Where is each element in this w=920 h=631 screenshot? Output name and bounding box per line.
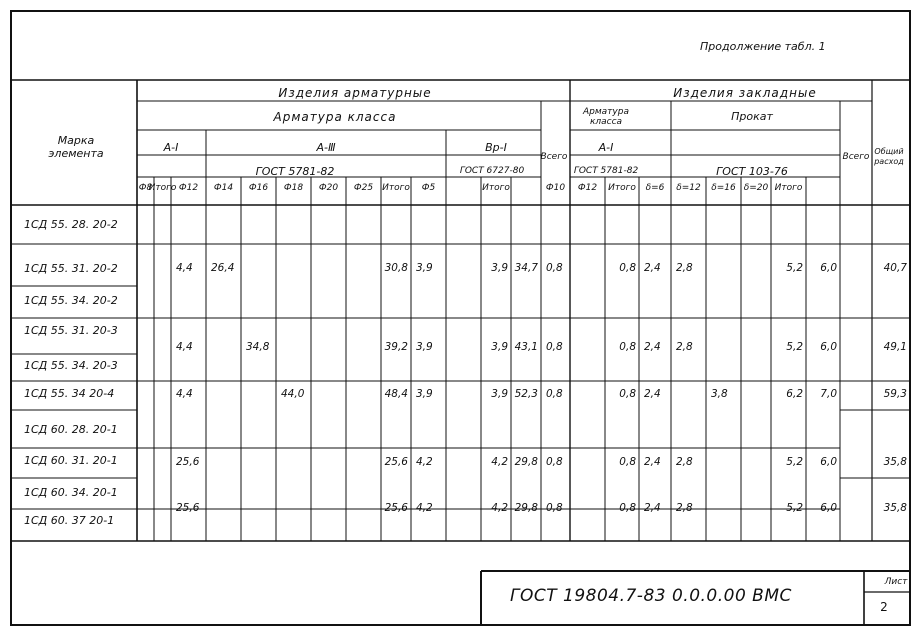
value-cell: 4,2 — [416, 456, 433, 468]
column-label: Итого — [482, 183, 510, 193]
value-cell: 6,0 — [820, 502, 837, 514]
value-cell: 34,8 — [246, 341, 270, 353]
header-reinforcement-left: Арматура класса — [273, 110, 397, 124]
value-cell: 4,2 — [416, 502, 433, 514]
value-cell: 0,8 — [619, 262, 636, 274]
value-cell: 44,0 — [281, 388, 305, 400]
header-class-bp1: Вр-I — [485, 141, 507, 154]
header-class-a3: А-Ⅲ — [316, 141, 336, 154]
value-cell: 0,8 — [619, 341, 636, 353]
header-total-left: Всего — [540, 152, 568, 162]
column-label: Ф8 — [138, 183, 153, 193]
column-label: Ф25 — [353, 183, 374, 193]
value-cell: 2,8 — [676, 456, 693, 468]
element-mark: 1СД 55. 31. 20-3 — [24, 324, 118, 337]
value-cell: 3,9 — [416, 388, 433, 400]
value-cell: 52,3 — [514, 388, 538, 400]
column-label: Ф10 — [545, 183, 566, 193]
value-cell: 5,2 — [786, 502, 803, 514]
value-cell: 25,6 — [384, 456, 408, 468]
value-cell: 3,9 — [416, 341, 433, 353]
element-mark: 1СД 60. 31. 20-1 — [24, 454, 118, 467]
value-cell: 2,4 — [644, 388, 661, 400]
value-cell: 0,8 — [546, 456, 563, 468]
column-label: Итого — [774, 183, 803, 193]
value-cell: 2,4 — [644, 502, 661, 514]
column-label: δ=16 — [711, 183, 736, 193]
value-cell: 39,2 — [384, 341, 408, 353]
header-rolled: Прокат — [731, 110, 773, 123]
column-label: Ф20 — [318, 183, 339, 193]
value-cell: 3,9 — [491, 388, 508, 400]
value-cell: 3,9 — [416, 262, 433, 274]
element-mark: 1СД 55. 28. 20-2 — [24, 218, 118, 231]
value-cell: 6,0 — [820, 341, 837, 353]
designation: ГОСТ 19804.7-83 0.0.0.00 ВМС — [510, 586, 792, 606]
value-cell: 30,8 — [384, 262, 408, 274]
group-header-embedded: Изделия закладные — [673, 86, 817, 100]
value-cell: 7,0 — [820, 388, 837, 400]
column-label: δ=20 — [743, 183, 769, 193]
sheet-number: 2 — [880, 600, 888, 614]
value-cell: 48,4 — [384, 388, 408, 400]
value-cell: 0,8 — [546, 262, 563, 274]
column-label: Ф18 — [283, 183, 304, 193]
element-mark: 1СД 60. 37 20-1 — [24, 514, 115, 527]
sheet-label: Лист — [884, 577, 908, 587]
header-class-a1: А-I — [163, 141, 179, 154]
value-cell: 0,8 — [619, 456, 636, 468]
value-cell: 5,2 — [786, 341, 803, 353]
value-cell: 26,4 — [211, 262, 235, 274]
element-mark: 1СД 55. 34 20-4 — [24, 387, 115, 400]
element-mark: 1СД 55. 34. 20-2 — [24, 294, 118, 307]
value-cell: 35,8 — [883, 502, 907, 514]
header-gost-6727: ГОСТ 6727-80 — [459, 166, 525, 176]
value-cell: 2,4 — [644, 456, 661, 468]
element-mark: 1СД 55. 34. 20-3 — [24, 359, 118, 372]
value-cell: 59,3 — [883, 388, 907, 400]
header-total-right: Всего — [842, 152, 870, 162]
value-cell: 4,4 — [176, 262, 193, 274]
value-cell: 4,2 — [491, 502, 508, 514]
column-label: Ф12 — [178, 183, 199, 193]
value-cell: 35,8 — [883, 456, 907, 468]
column-label: Ф12 — [577, 183, 598, 193]
value-cell: 0,8 — [619, 502, 636, 514]
value-cell: 0,8 — [619, 388, 636, 400]
value-cell: 4,4 — [176, 341, 193, 353]
value-cell: 5,2 — [786, 262, 803, 274]
column-label: Итого — [382, 183, 410, 193]
column-label: δ=6 — [645, 183, 665, 193]
column-label: Ф14 — [213, 183, 234, 193]
value-cell: 3,9 — [491, 341, 508, 353]
column-label: Итого — [148, 183, 177, 193]
value-cell: 4,2 — [491, 456, 508, 468]
value-cell: 6,2 — [786, 388, 803, 400]
value-cell: 5,2 — [786, 456, 803, 468]
column-label: δ=12 — [676, 183, 701, 193]
value-cell: 6,0 — [820, 262, 837, 274]
element-mark: 1СД 55. 31. 20-2 — [24, 262, 118, 275]
continuation-label: Продолжение табл. 1 — [700, 40, 826, 53]
value-cell: 3,8 — [711, 388, 728, 400]
value-cell: 29,8 — [514, 502, 538, 514]
value-cell: 4,4 — [176, 388, 193, 400]
value-cell: 6,0 — [820, 456, 837, 468]
value-cell: 25,6 — [384, 502, 408, 514]
value-cell: 25,6 — [176, 456, 200, 468]
column-label: Ф16 — [248, 183, 269, 193]
value-cell: 3,9 — [491, 262, 508, 274]
value-cell: 0,8 — [546, 502, 563, 514]
value-cell: 0,8 — [546, 341, 563, 353]
value-cell: 34,7 — [514, 262, 538, 274]
header-gost-103: ГОСТ 103-76 — [716, 165, 788, 178]
value-cell: 2,8 — [676, 262, 693, 274]
value-cell: 29,8 — [514, 456, 538, 468]
row-header: Марка элемента — [48, 134, 104, 160]
value-cell: 49,1 — [883, 341, 907, 353]
value-cell: 25,6 — [176, 502, 200, 514]
value-cell: 2,4 — [644, 341, 661, 353]
value-cell: 0,8 — [546, 388, 563, 400]
element-mark: 1СД 60. 28. 20-1 — [24, 423, 118, 436]
group-header-armature: Изделия арматурные — [278, 86, 432, 100]
element-mark: 1СД 60. 34. 20-1 — [24, 486, 118, 499]
value-cell: 43,1 — [514, 341, 538, 353]
header-gost-5781-left: ГОСТ 5781-82 — [255, 165, 335, 178]
header-reinforcement-right: Арматура класса — [583, 107, 629, 127]
header-grand-total: Общий расход — [874, 147, 904, 166]
value-cell: 2,8 — [676, 502, 693, 514]
value-cell: 40,7 — [883, 262, 907, 274]
header-class-a1-right: А-I — [598, 141, 614, 154]
column-label: Итого — [608, 183, 636, 193]
value-cell: 2,4 — [644, 262, 661, 274]
value-cell: 2,8 — [676, 341, 693, 353]
column-label: Ф5 — [421, 183, 436, 193]
header-gost-5781-right: ГОСТ 5781-82 — [573, 166, 639, 176]
